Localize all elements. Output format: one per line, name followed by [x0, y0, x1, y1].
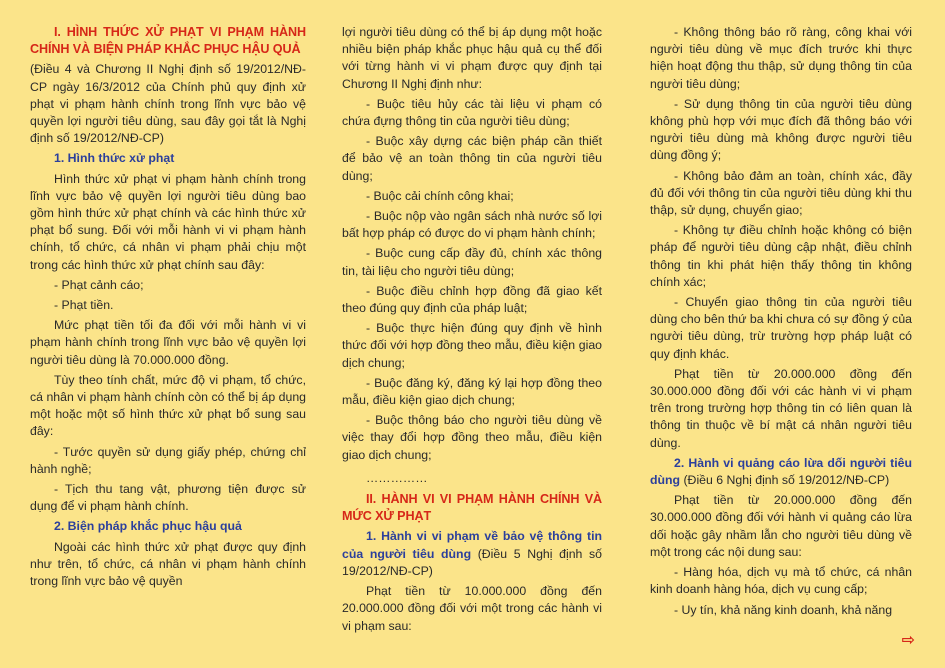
bullet-item: - Không bảo đảm an toàn, chính xác, đầy đủ đối với thông tin của người tiêu dùng khi thu thập, sử dụng, chuyển giao;: [650, 168, 912, 218]
paragraph: lợi người tiêu dùng có thể bị áp dụng một hoặc nhiều biện pháp khắc phục hậu quả cụ thể đối với từng hành vi vi phạm được quy định tại Chương II Nghị định như:: [342, 25, 602, 91]
bullet-item: - Buộc thực hiện đúng quy định về hình thức đối với hợp đồng theo mẫu, điều kiện giao dịch chung;: [342, 321, 602, 370]
heading-note: (Điều 4 và Chương II Nghị định số 19/2012/NĐ-CP ngày 16/3/2012 của Chính phủ quy định xử phạt vi phạm hành chính trong lĩnh vực bảo vệ quyền lợi người tiêu dùng, sau đây gọi tắt là Nghị định số 19/2012/NĐ-CP): [30, 62, 306, 146]
section-heading: I. HÌNH THỨC XỬ PHẠT VI PHẠM HÀNH CHÍNH VÀ BIỆN PHÁP KHẮC PHỤC HẬU QUẢ: [30, 25, 306, 57]
subheading: 2. Hành vi quảng cáo lừa dối người tiêu dùng (Điều 6 Nghị định số 19/2012/NĐ-CP): [650, 455, 912, 488]
paragraph: Phạt tiền từ 20.000.000 đồng đến 30.000.000 đồng đối với các hành vi vi phạm trên trong trường hợp thông tin có liên quan là thông tin thuộc về bí mật cá nhân người tiêu dùng.: [650, 366, 912, 450]
bullet-item: - Buộc đăng ký, đăng ký lại hợp đồng theo mẫu, điều kiện giao dịch chung;: [342, 375, 602, 408]
ellipsis: ……………: [366, 470, 428, 485]
column-2: [342, 24, 602, 638]
bullet-item: - Chuyển giao thông tin của người tiêu dùng cho bên thứ ba khi chưa có sự đồng ý của người tiêu dùng, trừ trường hợp pháp luật có quy định khác.: [650, 295, 912, 361]
paragraph: Hình thức xử phạt vi phạm hành chính trong lĩnh vực bảo vệ quyền lợi người tiêu dùng bao gồm hình thức xử phạt chính và các hình thức xử phạt bổ sung. Đối với mỗi hành vi vi phạm hành chính, tổ chức, cá nhân vi phạm phải chịu một trong các hình thức xử phạt chính sau đây:: [30, 171, 306, 272]
column-1: [30, 24, 306, 593]
next-page-arrow-icon[interactable]: ⇨: [901, 632, 915, 649]
paragraph: Ngoài các hình thức xử phạt được quy định như trên, tổ chức, cá nhân vi phạm hành chính trong lĩnh vực bảo vệ quyền: [30, 539, 306, 589]
bullet-item: - Phạt cảnh cáo;: [54, 277, 144, 292]
bullet-item: - Buộc điều chỉnh hợp đồng đã giao kết theo đúng quy định của pháp luật;: [342, 283, 602, 316]
bullet-item: - Sử dụng thông tin của người tiêu dùng không phù hợp với mục đích đã thông báo với người tiêu dùng mà không được người tiêu dùng đồng ý;: [650, 96, 912, 163]
paragraph: Mức phạt tiền tối đa đối với mỗi hành vi vi phạm hành chính trong lĩnh vực bảo vệ quyền lợi người tiêu dùng là 70.000.000 đồng.: [30, 318, 306, 367]
bullet-item: - Không thông báo rõ ràng, công khai với người tiêu dùng về mục đích trước khi thực hiện hoạt động thu thập, sử dụng thông tin của người tiêu dùng;: [650, 25, 912, 91]
bullet-item: - Buộc cung cấp đầy đủ, chính xác thông tin, tài liệu cho người tiêu dùng;: [342, 246, 602, 278]
paragraph: Phạt tiền từ 20.000.000 đồng đến 30.000.000 đồng đối với hành vi quảng cáo lừa dối hoặc gây nhầm lẫn cho người tiêu dùng về một trong các nội dung sau:: [650, 493, 912, 559]
column-3: [650, 24, 912, 622]
bullet-item: - Buộc xây dựng các biện pháp cần thiết để bảo vệ an toàn thông tin của người tiêu dùng;: [342, 134, 602, 183]
bullet-item: - Buộc thông báo cho người tiêu dùng về việc thay đổi hợp đồng theo mẫu, điều kiện giao dịch chung;: [342, 413, 602, 462]
bullet-item: - Không tự điều chỉnh hoặc không có biện pháp để người tiêu dùng cập nhật, điều chỉnh thông tin khi phát hiện thấy thông tin không chính xác;: [650, 223, 912, 289]
section-heading: II. HÀNH VI VI PHẠM HÀNH CHÍNH VÀ MỨC XỬ PHẠT: [342, 492, 602, 524]
subheading: 1. Hình thức xử phạt: [54, 151, 175, 166]
paragraph: Phạt tiền từ 10.000.000 đồng đến 20.000.000 đồng đối với một trong các hành vi vi phạm sau:: [342, 584, 602, 633]
bullet-item: - Tước quyền sử dụng giấy phép, chứng chỉ hành nghề;: [30, 444, 306, 476]
bullet-item: - Buộc nộp vào ngân sách nhà nước số lợi bất hợp pháp có được do vi phạm hành chính;: [342, 209, 602, 241]
subheading: 1. Hành vi vi phạm về bảo vệ thông tin của người tiêu dùng (Điều 5 Nghị định số 19/2012/NĐ-CP): [342, 529, 602, 578]
bullet-item: - Buộc tiêu hủy các tài liệu vi phạm có chứa đựng thông tin của người tiêu dùng;: [342, 96, 602, 129]
bullet-item: - Hàng hóa, dịch vụ mà tổ chức, cá nhân kinh doanh hàng hóa, dịch vụ cung cấp;: [650, 565, 912, 597]
bullet-item: - Tịch thu tang vật, phương tiện được sử dụng để vi phạm hành chính.: [30, 482, 306, 514]
paragraph: Tùy theo tính chất, mức độ vi phạm, tổ chức, cá nhân vi phạm hành chính còn có thể bị áp dụng một hoặc một số hình thức xử phạt bổ sung sau đây:: [30, 372, 306, 439]
bullet-item: - Phạt tiền.: [54, 298, 114, 313]
subheading: 2. Biện pháp khắc phục hậu quả: [54, 519, 242, 534]
bullet-item: - Buộc cải chính công khai;: [366, 188, 514, 203]
bullet-item: - Uy tín, khả năng kinh doanh, khả năng: [674, 602, 893, 617]
